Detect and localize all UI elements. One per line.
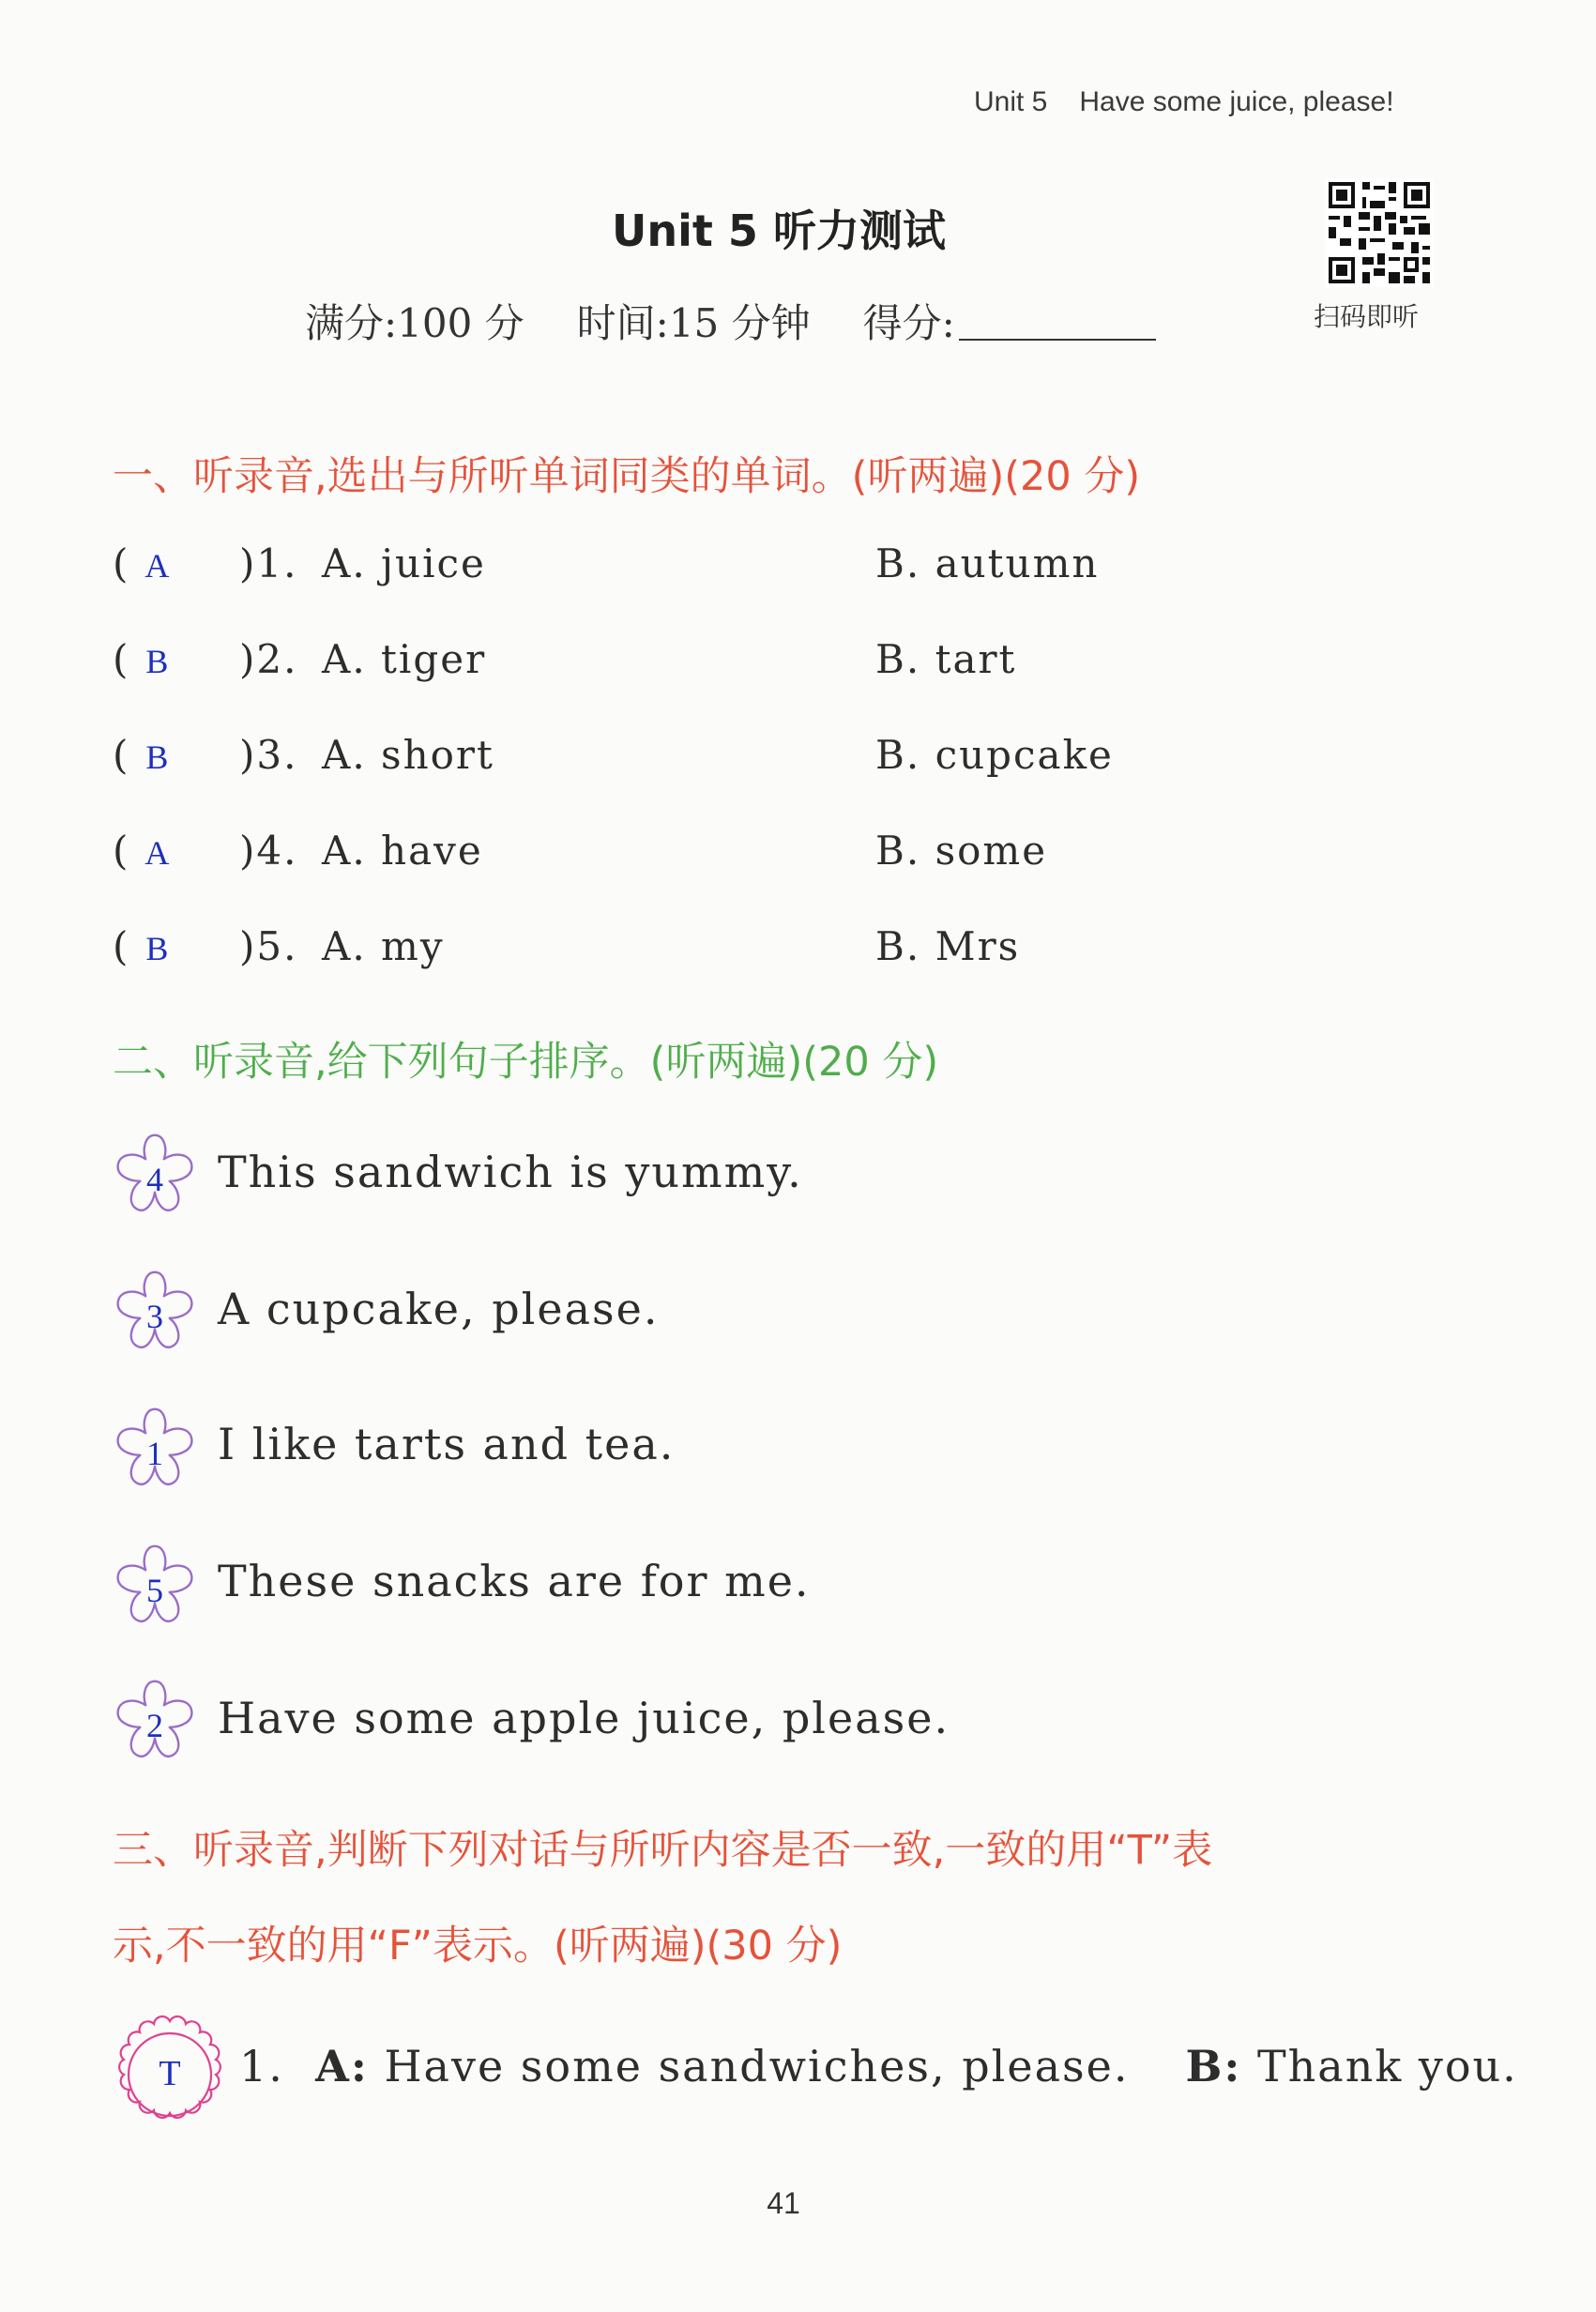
judgement-answer-1[interactable]: T bbox=[159, 2054, 181, 2093]
order-number-5[interactable]: 2 bbox=[146, 1707, 163, 1744]
option-a: A. tiger bbox=[322, 636, 487, 682]
order-number-1[interactable]: 4 bbox=[146, 1161, 163, 1198]
answer-3[interactable]: B bbox=[145, 738, 171, 776]
option-b: B. tart bbox=[875, 636, 1017, 682]
dialogue-number: 1. bbox=[239, 2041, 284, 2091]
speaker-a-text: Have some sandwiches, please. bbox=[384, 2041, 1130, 2091]
section3-heading-line2: 示,不一致的用“F”表示。(听两遍)(30 分) bbox=[113, 1923, 843, 1970]
section2-heading: 二、听录音,给下列句子排序。(听两遍)(20 分) bbox=[113, 1039, 939, 1086]
answer-2[interactable]: B bbox=[145, 643, 171, 680]
option-a: A. have bbox=[322, 828, 483, 874]
section1-item-1: ( A )1. A. juice B. autumn bbox=[113, 540, 1100, 586]
option-b: B. Mrs bbox=[875, 923, 1021, 969]
answer-5[interactable]: B bbox=[145, 930, 171, 967]
sentence-1: This sandwich is yummy. bbox=[218, 1147, 803, 1197]
option-a: A. my bbox=[322, 923, 445, 969]
score-label: 得分: bbox=[862, 300, 955, 346]
sentence-4: These snacks are for me. bbox=[218, 1556, 811, 1606]
qr-code-icon[interactable] bbox=[1325, 178, 1434, 287]
section1-heading: 一、听录音,选出与所听单词同类的单词。(听两遍)(20 分) bbox=[113, 453, 1141, 500]
option-b: B. some bbox=[875, 828, 1048, 874]
page-title: Unit 5 听力测试 bbox=[612, 205, 946, 256]
section1-item-3: ( B )3. A. short B. cupcake bbox=[113, 732, 1114, 778]
order-number-2[interactable]: 3 bbox=[146, 1298, 163, 1335]
speaker-b: B: bbox=[1185, 2041, 1242, 2091]
page-number: 41 bbox=[767, 2186, 800, 2220]
option-b: B. cupcake bbox=[875, 732, 1114, 778]
time-limit: 时间:15 分钟 bbox=[576, 300, 811, 346]
test-meta bbox=[305, 293, 1208, 349]
sentence-2: A cupcake, please. bbox=[218, 1284, 660, 1334]
sentence-3: I like tarts and tea. bbox=[218, 1419, 676, 1469]
header-subtitle: Have some juice, please! bbox=[1079, 86, 1394, 117]
order-number-4[interactable]: 5 bbox=[146, 1572, 163, 1609]
header-unit: Unit 5 bbox=[974, 86, 1048, 117]
section3-heading-line1: 三、听录音,判断下列对话与所听内容是否一致,一致的用“T”表 bbox=[113, 1827, 1213, 1874]
sentence-5: Have some apple juice, please. bbox=[218, 1693, 950, 1743]
running-header bbox=[974, 86, 1394, 118]
score-blank bbox=[959, 307, 1156, 341]
section1-item-2: ( B )2. A. tiger B. tart bbox=[113, 636, 1017, 682]
dialogue-1 bbox=[239, 2041, 1518, 2091]
full-score: 满分:100 分 bbox=[305, 300, 524, 346]
speaker-b-text: Thank you. bbox=[1256, 2041, 1518, 2091]
section1-item-5: ( B )5. A. my B. Mrs bbox=[113, 923, 1021, 969]
option-a: A. short bbox=[322, 732, 494, 778]
option-b: B. autumn bbox=[875, 540, 1100, 586]
qr-label: 扫码即听 bbox=[1314, 301, 1420, 332]
order-number-3[interactable]: 1 bbox=[146, 1435, 163, 1472]
section1-item-4: ( A )4. A. have B. some bbox=[113, 828, 1048, 874]
option-a: A. juice bbox=[322, 540, 486, 586]
answer-1[interactable]: A bbox=[144, 547, 172, 585]
speaker-a: A: bbox=[315, 2041, 369, 2091]
answer-4[interactable]: A bbox=[144, 834, 172, 872]
